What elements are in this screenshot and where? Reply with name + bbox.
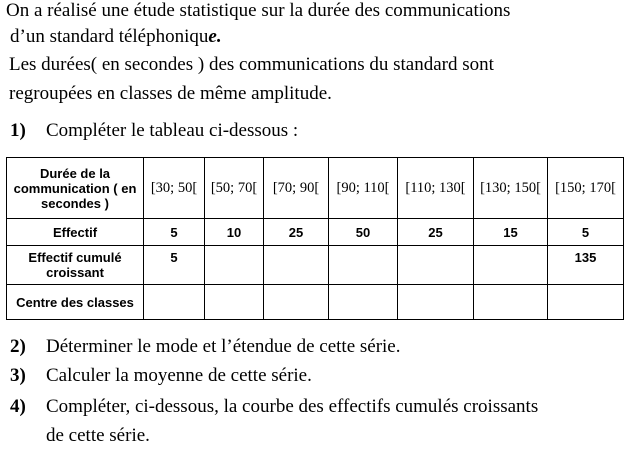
effectif-cell: 25 bbox=[398, 219, 474, 246]
intro-line-4: regroupées en classes de même amplitude. bbox=[9, 83, 332, 104]
cumulative-cell[interactable] bbox=[329, 246, 398, 285]
class-cell: [130; 150[ bbox=[474, 158, 548, 219]
class-cell: [150; 170[ bbox=[548, 158, 624, 219]
question-4 bbox=[10, 396, 538, 418]
intro-line-3: Les durées( en secondes ) des communications du standard sont bbox=[9, 54, 494, 75]
frequency-table bbox=[6, 157, 624, 320]
effectif-cell: 5 bbox=[548, 219, 624, 246]
question-3-text: Calculer la moyenne de cette série. bbox=[46, 365, 312, 386]
question-3-number: 3) bbox=[10, 365, 26, 386]
intro-line-1: On a réalisé une étude statistique sur la durée des communications bbox=[6, 0, 511, 21]
cumulative-cell[interactable] bbox=[398, 246, 474, 285]
duration-header: Durée de la communication ( en secondes ) bbox=[7, 158, 144, 219]
cumulative-cell[interactable] bbox=[264, 246, 329, 285]
centre-cell[interactable] bbox=[548, 285, 624, 320]
centre-cell[interactable] bbox=[144, 285, 205, 320]
question-1-text: Compléter le tableau ci-dessous : bbox=[46, 120, 299, 141]
intro-line-2-main: d’un standard téléphoniqu bbox=[10, 26, 209, 47]
classes-row bbox=[7, 158, 624, 219]
centre-cell[interactable] bbox=[205, 285, 264, 320]
question-1-number: 1) bbox=[10, 120, 26, 141]
effectif-header: Effectif bbox=[7, 219, 144, 246]
class-cell: [90; 110[ bbox=[329, 158, 398, 219]
question-4-number: 4) bbox=[10, 396, 26, 417]
centre-cell[interactable] bbox=[474, 285, 548, 320]
cumulative-cell[interactable] bbox=[474, 246, 548, 285]
question-4-continuation: de cette série. bbox=[46, 425, 150, 446]
effectif-cell: 5 bbox=[144, 219, 205, 246]
effectif-cell: 50 bbox=[329, 219, 398, 246]
effectif-cell: 25 bbox=[264, 219, 329, 246]
cumulative-row bbox=[7, 246, 624, 285]
centre-cell[interactable] bbox=[264, 285, 329, 320]
intro-line-2-tail: e. bbox=[208, 26, 222, 47]
centre-row bbox=[7, 285, 624, 320]
centre-cell[interactable] bbox=[398, 285, 474, 320]
question-2-text: Déterminer le mode et l’étendue de cette série. bbox=[46, 336, 401, 357]
class-cell: [30; 50[ bbox=[144, 158, 205, 219]
class-cell: [50; 70[ bbox=[205, 158, 264, 219]
cumulative-header: Effectif cumulé croissant bbox=[7, 246, 144, 285]
intro-line-2 bbox=[10, 26, 222, 48]
question-2-number: 2) bbox=[10, 336, 26, 357]
effectif-cell: 15 bbox=[474, 219, 548, 246]
class-cell: [70; 90[ bbox=[264, 158, 329, 219]
question-2 bbox=[10, 336, 401, 358]
centre-cell[interactable] bbox=[329, 285, 398, 320]
cumulative-cell[interactable]: 135 bbox=[548, 246, 624, 285]
effectif-row bbox=[7, 219, 624, 246]
question-4-text: Compléter, ci-dessous, la courbe des effectifs cumulés croissants bbox=[46, 396, 539, 417]
effectif-cell: 10 bbox=[205, 219, 264, 246]
centre-header: Centre des classes bbox=[7, 285, 144, 320]
question-3 bbox=[10, 365, 312, 387]
cumulative-cell[interactable] bbox=[205, 246, 264, 285]
question-1 bbox=[10, 120, 298, 142]
cumulative-cell[interactable]: 5 bbox=[144, 246, 205, 285]
class-cell: [110; 130[ bbox=[398, 158, 474, 219]
